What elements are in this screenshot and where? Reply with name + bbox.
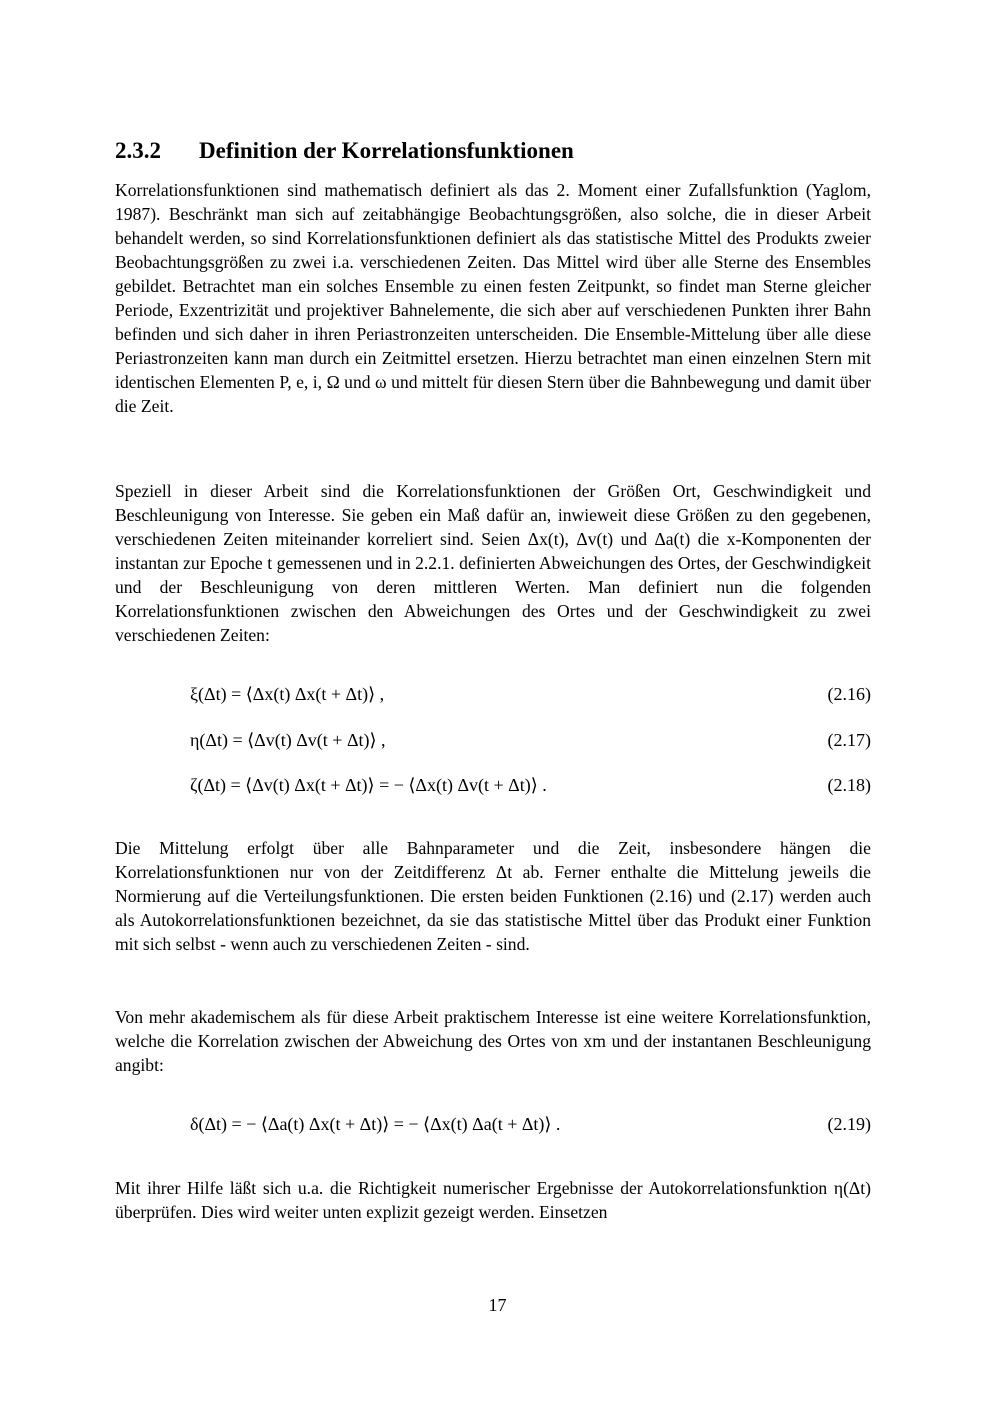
section-title: Definition der Korrelationsfunktionen <box>199 138 574 163</box>
equation-number: (2.16) <box>827 684 871 704</box>
equation-formula: δ(Δt) = − ⟨Δa(t) Δx(t + Δt)⟩ = − ⟨Δx(t) Δa(t + Δt)⟩ . <box>190 1114 561 1134</box>
equation-number: (2.17) <box>827 730 871 750</box>
equation-number: (2.19) <box>827 1114 871 1134</box>
paragraph-5: Mit ihrer Hilfe läßt sich u.a. die Richtigkeit numerischer Ergebnisse der Autokorrelationsfunktion η(Δt) überprüfen. Dies wird weiter unten explizit gezeigt werden. Einsetzen <box>115 1178 871 1222</box>
equation-formula: η(Δt) = ⟨Δv(t) Δv(t + Δt)⟩ , <box>190 730 386 750</box>
equation-2-16 <box>190 684 871 710</box>
equation-number: (2.18) <box>827 775 871 795</box>
paragraph-2: Speziell in dieser Arbeit sind die Korrelationsfunktionen der Größen Ort, Geschwindigkeit und Beschleunigung von Interesse. Sie geben ein Maß dafür an, inwieweit diese Größen zu den gegebenen, verschiedenen Zeiten miteinander korreliert sind. Seien Δx(t), Δv(t) und Δa(t) die x-Komponenten der instantan zur Epoche t gemessenen und in 2.2.1. definierten Abweichungen des Ortes, der Geschwindigkeit und der Beschleunigung von deren mittleren Werten. Man definiert nun die folgenden Korrelationsfunktionen zwischen den Abweichungen des Ortes und der Geschwindigkeit zu zwei verschiedenen Zeiten: <box>115 481 871 645</box>
equation-2-19 <box>190 1114 871 1140</box>
equation-2-18 <box>190 775 871 801</box>
equation-formula: ξ(Δt) = ⟨Δx(t) Δx(t + Δt)⟩ , <box>190 684 385 704</box>
paragraph-3: Die Mittelung erfolgt über alle Bahnparameter und die Zeit, insbesondere hängen die Korrelationsfunktionen nur von der Zeitdifferenz Δt ab. Ferner enthalte die Mittelung jeweils die Normierung auf die Verteilungsfunktionen. Die ersten beiden Funktionen (2.16) und (2.17) werden auch als Autokorrelationsfunktionen bezeichnet, da sie das statistische Mittel über das Produkt einer Funktion mit sich selbst - wenn auch zu verschiedenen Zeiten - sind. <box>115 838 871 954</box>
page-number: 17 <box>488 1295 507 1315</box>
section-heading <box>115 138 574 164</box>
equation-formula: ζ(Δt) = ⟨Δv(t) Δx(t + Δt)⟩ = − ⟨Δx(t) Δv(t + Δt)⟩ . <box>190 775 547 795</box>
paragraph-1: Korrelationsfunktionen sind mathematisch definiert als das 2. Moment einer Zufallsfunktion (Yaglom, 1987). Beschränkt man sich auf zeitabhängige Beobachtungsgrößen, also solche, die in dieser Arbeit behandelt werden, so sind Korrelationsfunktionen definiert als das statistische Mittel des Produkts zweier Beobachtungsgrößen zu zwei i.a. verschiedenen Zeiten. Das Mittel wird über alle Sterne des Ensembles gebildet. Betrachtet man ein solches Ensemble zu einen festen Zeitpunkt, so findet man Sterne gleicher Periode, Exzentrizität und projektiver Bahnelemente, die sich aber auf verschiedenen Punkten ihrer Bahn befinden und sich daher in ihren Periastronzeiten unterscheiden. Die Ensemble-Mittelung über alle diese Periastronzeiten kann man durch ein Zeitmittel ersetzen. Hierzu betrachtet man einen einzelnen Stern mit identischen Elementen P, e, i, Ω und ω und mittelt für diesen Stern über die Bahnbewegung und damit über die Zeit. <box>115 180 871 416</box>
paragraph-4: Von mehr akademischem als für diese Arbeit praktischem Interesse ist eine weitere Korrelationsfunktion, welche die Korrelation zwischen der Abweichung des Ortes von xm und der instantanen Beschleunigung angibt: <box>115 1007 871 1075</box>
section-number: 2.3.2 <box>115 138 161 163</box>
equation-2-17 <box>190 730 871 756</box>
